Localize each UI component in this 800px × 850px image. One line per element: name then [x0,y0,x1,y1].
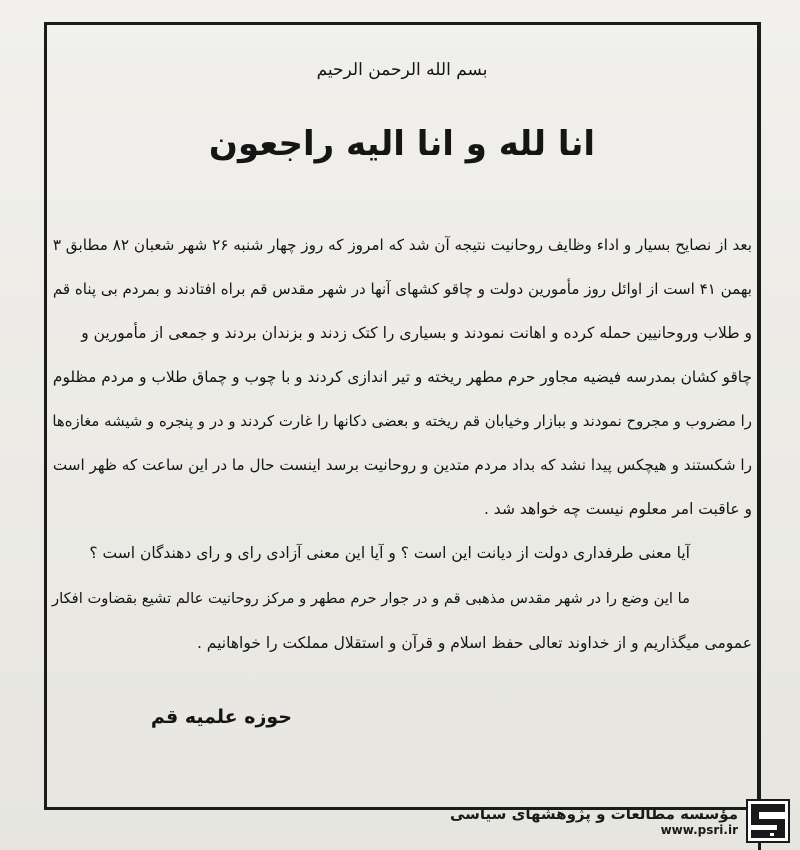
watermark-url: www.psri.ir [660,823,738,837]
paragraph-line-4: چاقو کشان بمدرسه فیضیه مجاور حرم مطهر ریخته و تیر اندازی کردند و با چوب و چماق طلاب و مردم مظلوم [52,368,752,386]
paragraph-line-2: بهمن ۴۱ است از اوائل روز مأمورین دولت و چاقو کشهای آنها در شهر مقدس قم براه افتادند و بمردم بی پناه قم [52,280,752,298]
closing-line-2: عمومی میگذاریم و از خداوند تعالی حفظ اسلام و قرآن و استقلال مملکت را خواهانیم . [196,634,752,652]
closing-line-1: ما این وضع را در شهر مقدس مذهبی قم و در جوار حرم مطهر و مرکز روحانیت عالم تشیع بقضاوت افکار [52,590,690,607]
paragraph-line-6: را شکستند و هیچکس پیدا نشد که بداد مردم متدین و روحانیت برسد اینست حال ما در این ساعت که ظهر است [52,456,752,474]
paragraph-line-3: و طلاب وروحانیین حمله کرده و اهانت نمودند و بسیاری را کتک زدند و بزندان بردند و جمعی از مأمورین و [81,324,752,342]
paragraph-line-1: بعد از نصایح بسیار و اداء وظایف روحانیت نتیجه آن شد که امروز که روز چهار شنبه ۲۶ شهر شعبان ۸۲ مطابق ۳ [52,236,752,254]
watermark-texts [450,805,738,837]
bismillah-heading: بسم الله الرحمن الرحیم [316,60,488,80]
psri-logo-icon [746,799,790,843]
document-body [44,22,760,810]
paragraph-line-5: را مضروب و مجروح نمودند و ببازار وخیابان قم ریخته و بعضی دکانها را غارت کردند و در و پنجره و شیشه مغازه‌ها [52,412,752,430]
document-title: انا لله و انا الیه راجعون [208,124,596,164]
signature-text: حوزه علمیه قم [150,706,292,728]
publisher-watermark [450,796,790,846]
question-line: آیا معنی طرفداری دولت از دیانت این است ؟ و آیا این معنی آزادی رای و رای دهندگان است ؟ [89,544,690,562]
watermark-name: مؤسسه مطالعات و پژوهشهای سیاسی [449,805,738,823]
paragraph-line-7: و عاقبت امر معلوم نیست چه خواهد شد . [483,500,752,518]
